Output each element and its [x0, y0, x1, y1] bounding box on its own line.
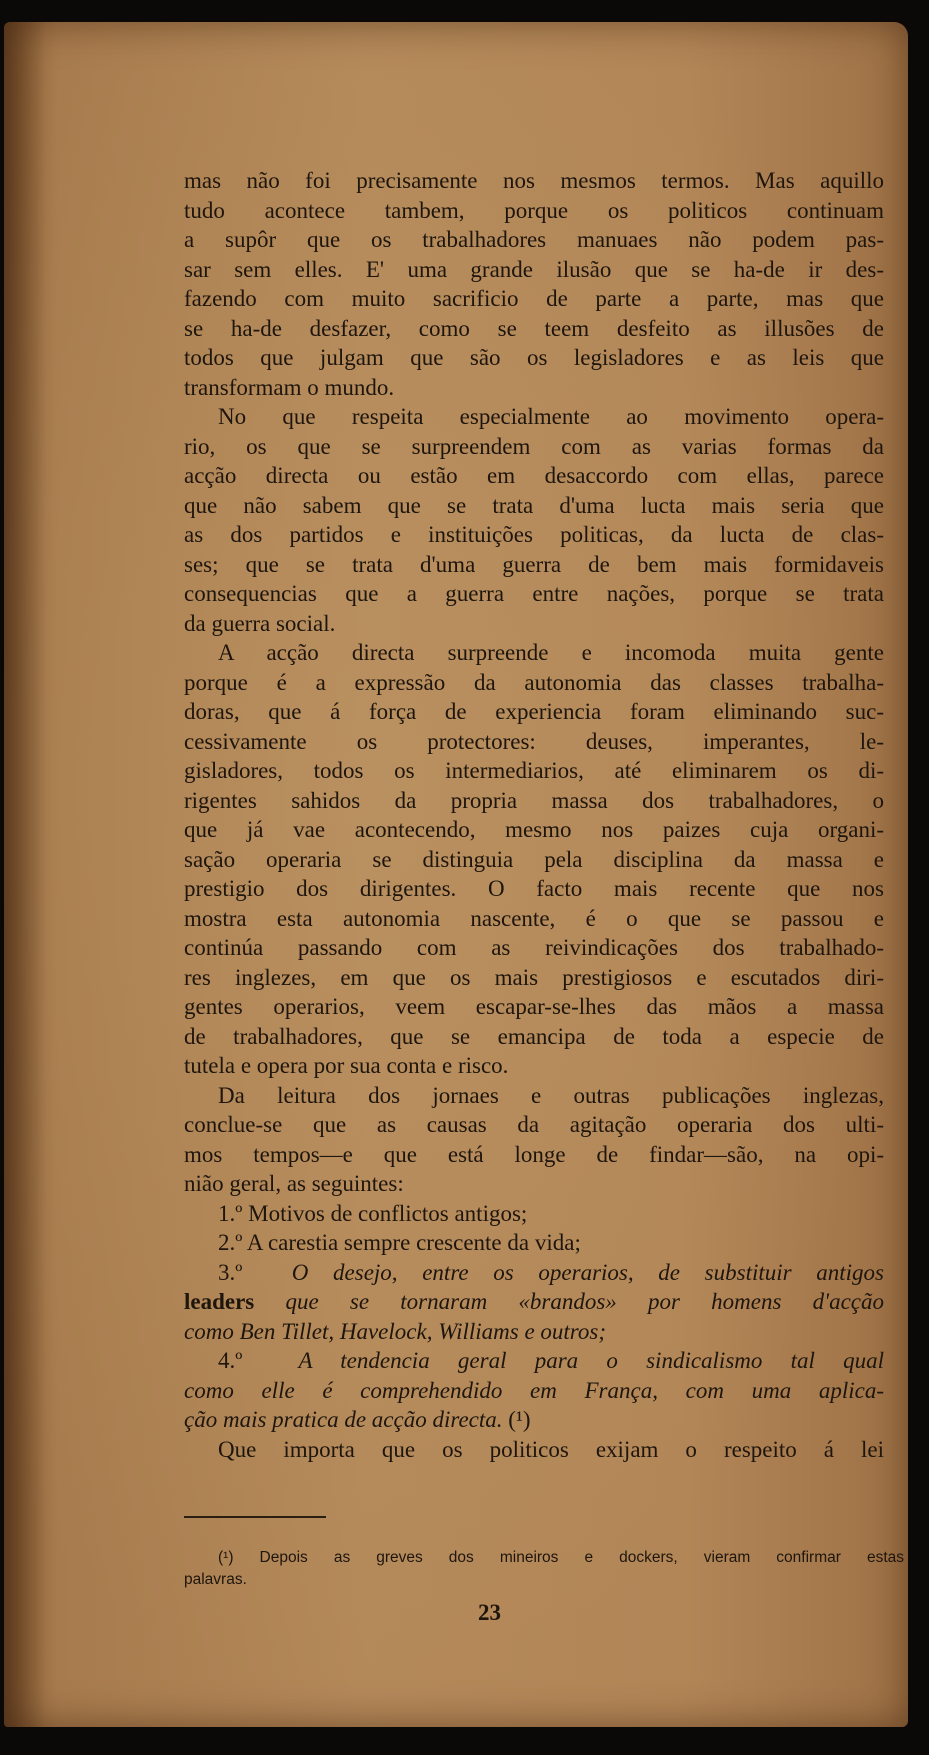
text-line: transformam o mundo.: [184, 374, 395, 400]
text-line: de trabalhadores, que se emancipa de toda a especie de: [184, 1023, 884, 1049]
text-line: continúa passando com as reivindicações dos trabalhado-: [184, 935, 884, 960]
text-line: mostra esta autonomia nascente, é o que se passou e: [184, 905, 884, 931]
text-line: rio, os que se surpreendem com as varias formas da: [184, 433, 884, 459]
text-line: que já vae acontecendo, mesmo nos paizes cuja organi-: [184, 817, 884, 842]
text-line: conclue-se que as causas da agitação operaria dos ulti-: [184, 1112, 884, 1137]
list-item: [184, 1258, 884, 1288]
text-line: como Ben Tillet, Havelock, Williams e outros;: [184, 1318, 607, 1344]
item-text: O desejo, entre os operarios, de substituir antigos: [291, 1259, 885, 1285]
footnote-ref: (¹): [508, 1407, 531, 1432]
text-line: res inglezes, em que os mais prestigiosos e escutados diri-: [184, 964, 884, 990]
text-line: A acção directa surpreende e incomoda muita gente: [218, 640, 884, 665]
text-line: prestigio dos dirigentes. O facto mais recente que nos: [184, 876, 884, 901]
text-line: se ha-de desfazer, como se teem desfeito as illusões de: [184, 315, 884, 341]
text-line: [184, 1405, 884, 1435]
page-number: 23: [478, 1600, 501, 1625]
text-line: rigentes sahidos da propria massa dos trabalhadores, o: [184, 787, 884, 813]
leaders-word: leaders: [184, 1289, 255, 1314]
text-line: Da leitura dos jornaes e outras publicações inglezas,: [218, 1082, 884, 1108]
text-line: sação operaria se distinguia pela disciplina da massa e: [184, 846, 884, 872]
text-line: nião geral, as seguintes:: [184, 1171, 404, 1196]
text-line: fazendo com muito sacrificio de parte a parte, mas que: [184, 286, 884, 311]
footnote-line: palavras.: [184, 1571, 247, 1588]
item-text: A tendencia geral para o sindicalismo tal qual: [298, 1348, 884, 1373]
book-page: [4, 22, 908, 1727]
item-text: que se tornaram «brandos» por homens d'acção: [285, 1289, 884, 1314]
text-line: as dos partidos e instituições politicas, da lucta de clas-: [184, 522, 884, 547]
list-item: 2.º A carestia sempre crescente da vida;: [218, 1230, 581, 1255]
text-line: gisladores, todos os intermediarios, até eliminarem os di-: [184, 758, 884, 783]
list-item: [184, 1346, 884, 1376]
text-line: porque é a expressão da autonomia das classes trabalha-: [184, 669, 884, 695]
text-line: mas não foi precisamente nos mesmos termos. Mas aquillo: [184, 168, 884, 193]
body-text: [184, 166, 884, 1464]
list-item: 1.º Motivos de conflictos antigos;: [218, 1200, 528, 1226]
item-number: 3.º: [218, 1259, 243, 1285]
text-line: a supôr que os trabalhadores manuaes não podem pas-: [184, 227, 884, 252]
text-line: consequencias que a guerra entre nações, porque se trata: [184, 581, 884, 606]
text-line: mos tempos—e que está longe de findar—são, na opi-: [184, 1141, 884, 1167]
text-line: No que respeita especialmente ao movimento opera-: [218, 404, 884, 429]
footnote: [184, 1547, 904, 1591]
text-line: Que importa que os politicos exijam o respeito á lei: [218, 1436, 884, 1462]
text-line: cessivamente os protectores: deuses, imperantes, le-: [184, 728, 884, 754]
text-line: todos que julgam que são os legisladores e as leis que: [184, 345, 884, 370]
text-line: sar sem elles. E' uma grande ilusão que se ha-de ir des-: [184, 256, 884, 282]
text-line: acção directa ou estão em desaccordo com ellas, parece: [184, 463, 884, 488]
text-line: tudo acontece tambem, porque os politicos continuam: [184, 197, 884, 223]
text-line: ses; que se trata d'uma guerra de bem mais formidaveis: [184, 551, 884, 577]
text-line: da guerra social.: [184, 610, 336, 636]
text-line: tutela e opera por sua conta e risco.: [184, 1053, 509, 1078]
text-line: doras, que á força de experiencia foram eliminando suc-: [184, 699, 884, 724]
text-line: que não sabem que se trata d'uma lucta mais seria que: [184, 492, 884, 518]
text-line: [184, 1287, 884, 1317]
text-line: gentes operarios, veem escapar-se-lhes das mãos a massa: [184, 994, 884, 1019]
footnote-line: (¹) Depois as greves dos mineiros e dockers, vieram confirmar estas: [218, 1549, 904, 1566]
footnote-divider: [184, 1516, 326, 1518]
item-number: 4.º: [218, 1348, 243, 1373]
text-line: como elle é comprehendido em França, com uma aplica-: [184, 1377, 884, 1403]
item-text: ção mais pratica de acção directa.: [184, 1407, 503, 1432]
